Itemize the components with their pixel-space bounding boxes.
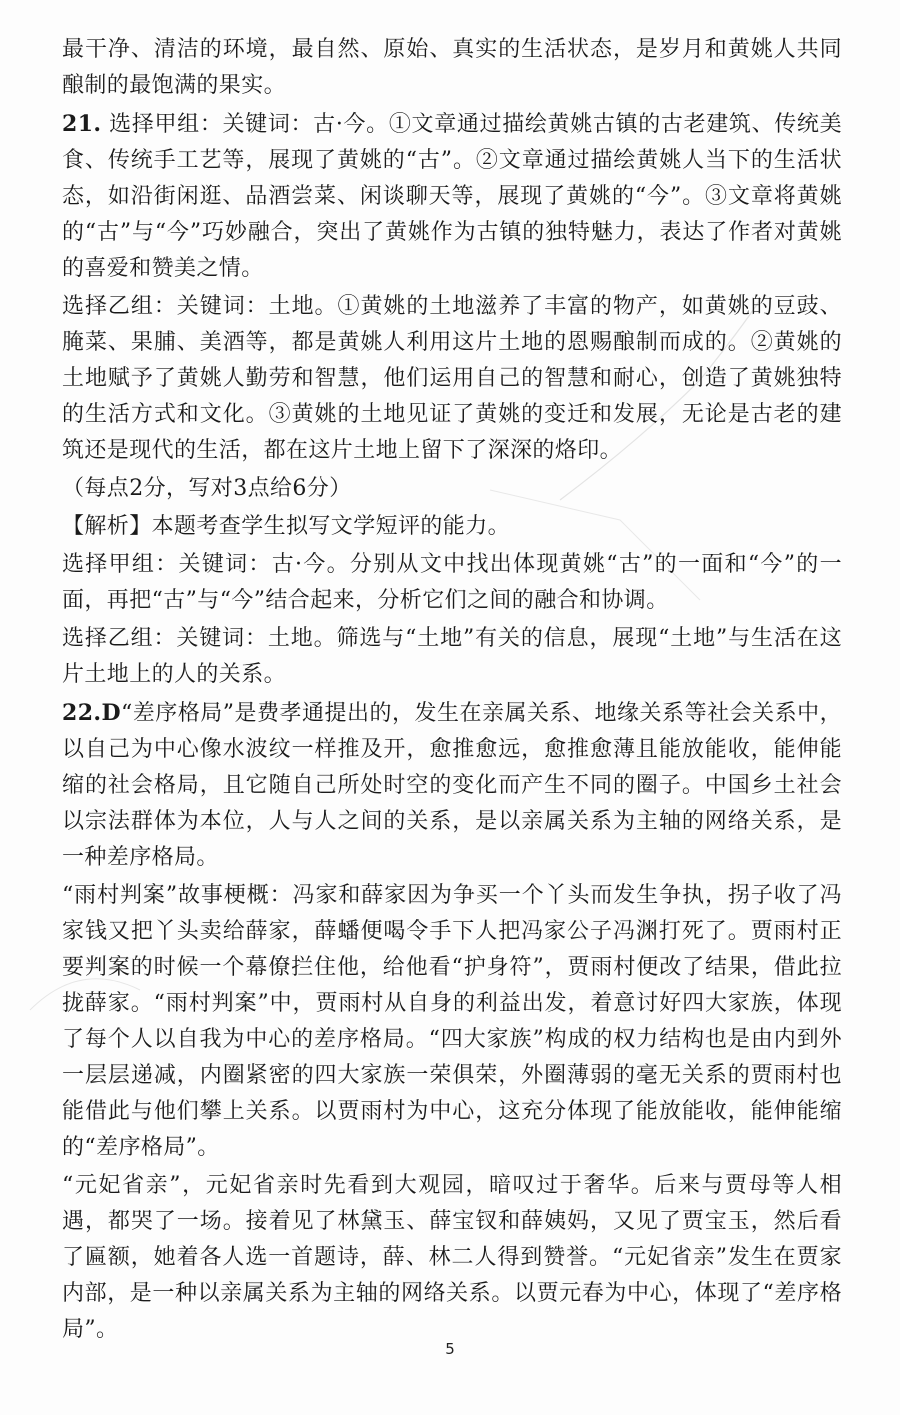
paragraph-text: 【解析】本题考查学生拟写文学短评的能力。 <box>62 514 511 539</box>
paragraph-text: “元妃省亲”，元妃省亲时先看到大观园，暗叹过于奢华。后来与贾母等人相遇，都哭了一场。接着见了林黛玉、薛宝钗和薛姨妈，又见了贾宝玉，然后看了匾额，她着各人选一首题诗，薛、林二人得到赞誉。“元妃省亲”发生在贾家内部，是一种以亲属关系为主轴的网络关系。以贾元春为中心，体现了“差序格局”。 <box>62 1173 842 1342</box>
paragraph-analysis-heading <box>62 509 842 545</box>
paragraph-q21-group-b <box>62 289 842 469</box>
question-number: 22.D <box>62 700 121 726</box>
paragraph-text: “雨村判案”故事梗概：冯家和薛家因为争买一个丫头而发生争执，拐子收了冯家钱又把丫头卖给薛家，薛蟠便喝令手下人把冯家公子冯渊打死了。贾雨村正要判案的时候一个幕僚拦住他，给他看“护身符”，贾雨村便改了结果，借此拉拢薛家。“雨村判案”中，贾雨村从自身的利益出发，着意讨好四大家族，体现了每个人以自我为中心的差序格局。“四大家族”构成的权力结构也是由内到外一层层递减，内圈紧密的四大家族一荣俱荣，外圈薄弱的毫无关系的贾雨村也能借此与他们攀上关系。以贾雨村为中心，这充分体现了能放能收，能伸能缩的“差序格局”。 <box>62 883 842 1160</box>
paragraph-scoring-note <box>62 471 842 507</box>
paragraph-q22 <box>62 695 842 876</box>
paragraph-text: 选择乙组：关键词：土地。①黄姚的土地滋养了丰富的物产，如黄姚的豆豉、腌菜、果脯、美酒等，都是黄姚人利用这片土地的恩赐酿制而成的。②黄姚的土地赋予了黄姚人勤劳和智慧，他们运用自己的智慧和耐心，创造了黄姚独特的生活方式和文化。③黄姚的土地见证了黄姚的变迁和发展，无论是古老的建筑还是现代的生活，都在这片土地上留下了深深的烙印。 <box>62 294 842 463</box>
paragraph-text: 选择甲组：关键词：古·今。分别从文中找出体现黄姚“古”的一面和“今”的一面，再把“古”与“今”结合起来，分析它们之间的融合和协调。 <box>62 552 842 613</box>
paragraph-text: “差序格局”是费孝通提出的，发生在亲属关系、地缘关系等社会关系中，以自己为中心像水波纹一样推及开，愈推愈远，愈推愈薄且能放能收，能伸能缩的社会格局，且它随自己所处时空的变化而产生不同的圈子。中国乡土社会以宗法群体为本位，人与人之间的关系，是以亲属关系为主轴的网络关系，是一种差序格局。 <box>62 701 842 870</box>
answer-text-body <box>62 32 842 1348</box>
question-number: 21. <box>62 111 102 137</box>
paragraph-text: 最干净、清洁的环境，最自然、原始、真实的生活状态，是岁月和黄姚人共同酿制的最饱满的果实。 <box>62 37 842 98</box>
paragraph-text: 选择甲组：关键词：古·今。①文章通过描绘黄姚古镇的古老建筑、传统美食、传统手工艺等，展现了黄姚的“古”。②文章通过描绘黄姚人当下的生活状态，如沿街闲逛、品酒尝菜、闲谈聊天等，展现了黄姚的“今”。③文章将黄姚的“古”与“今”巧妙融合，突出了黄姚作为古镇的独特魅力，表达了作者对黄姚的喜爱和赞美之情。 <box>62 112 842 281</box>
paragraph-analysis-group-a <box>62 547 842 619</box>
paragraph-text: （每点2分，写对3点给6分） <box>62 476 352 501</box>
paragraph-yucun-case <box>62 878 842 1166</box>
paragraph-yuanfei-visit <box>62 1168 842 1348</box>
paragraph-analysis-group-b <box>62 621 842 693</box>
paragraph-text: 选择乙组：关键词：土地。筛选与“土地”有关的信息，展现“土地”与生活在这片土地上的人的关系。 <box>62 626 842 687</box>
paragraph-q21-group-a <box>62 106 842 287</box>
page-number: 5 <box>445 1340 455 1358</box>
paragraph-intro-continuation <box>62 32 842 104</box>
